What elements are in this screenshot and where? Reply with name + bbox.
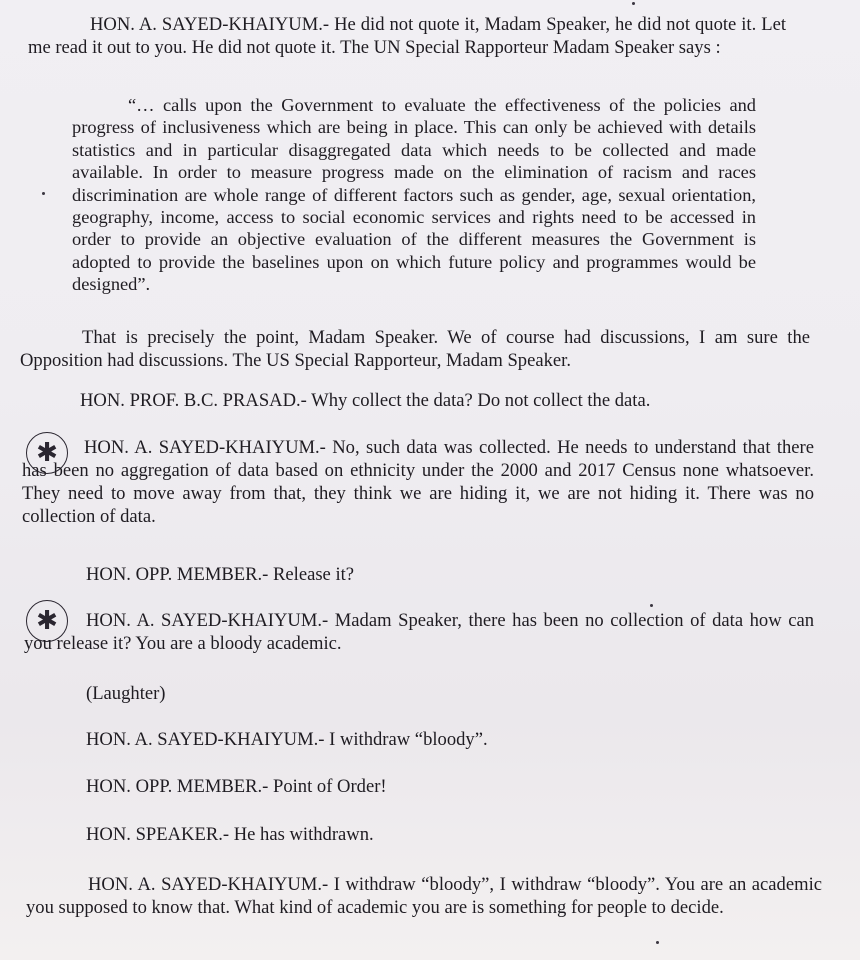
paper-speck [632,2,635,5]
block-quote-un-rapporteur: “… calls upon the Government to evaluate the effectiveness of the policies and progress of inclusiveness which are being in place. This can only be achieved with details statistics and in particular disaggregated data which needs to be collected and made available. In order to measure progress made on the elimination of racism and races discrimination are whole range of different factors such as gender, age, sexual orientation, geography, income, access to social economic services and rights need to be accessed in order to provide an objective evaluation of the different measures the Government is adopted to provide the baselines upon on which future policy and programmes would be designed”. [72,95,756,295]
handwritten-asterisk-mark-2: ✱ [26,600,68,642]
handwritten-asterisk-mark-1: ✱ [26,432,68,474]
paragraph-sayed-khaiyum-data-not-collected: HON. A. SAYED-KHAIYUM.- No, such data was collected. He needs to understand that there has been no aggregation of data based on ethnicity under the 2000 and 2017 Census none whatsoever. They need to move away from that, they think we are hiding it, we are not hiding it. There was no collection of data. [22,437,814,527]
paper-speck [656,941,659,944]
paragraph-sayed-khaiyum-withdraw-academic: HON. A. SAYED-KHAIYUM.- I withdraw “bloody”, I withdraw “bloody”. You are an academic you supposed to know that. What kind of academic you are is something for people to decide. [26,874,822,918]
paper-speck [42,192,45,195]
paragraph-withdraw-bloody: HON. A. SAYED-KHAIYUM.- I withdraw “bloody”. [86,729,488,750]
paragraph-precisely-the-point: That is precisely the point, Madam Speaker. We of course had discussions, I am sure the Opposition had discussions. The US Special Rapporteur, Madam Speaker. [20,327,810,371]
paragraph-sayed-khaiyum-quote-intro: HON. A. SAYED-KHAIYUM.- He did not quote it, Madam Speaker, he did not quote it. Let me read it out to you. He did not quote it. The UN Special Rapporteur Madam Speaker says : [28,14,786,58]
paragraph-prasad-interjection: HON. PROF. B.C. PRASAD.- Why collect the data? Do not collect the data. [80,390,651,411]
paragraph-sayed-khaiyum-bloody-academic: HON. A. SAYED-KHAIYUM.- Madam Speaker, there has been no collection of data how can you release it? You are a bloody academic. [24,610,814,654]
paragraph-speaker-withdrawn: HON. SPEAKER.- He has withdrawn. [86,824,374,845]
paragraph-opp-member-release-it: HON. OPP. MEMBER.- Release it? [86,564,355,585]
paragraph-point-of-order: HON. OPP. MEMBER.- Point of Order! [86,776,387,797]
paragraph-laughter: (Laughter) [86,683,166,704]
paper-speck [650,604,653,607]
